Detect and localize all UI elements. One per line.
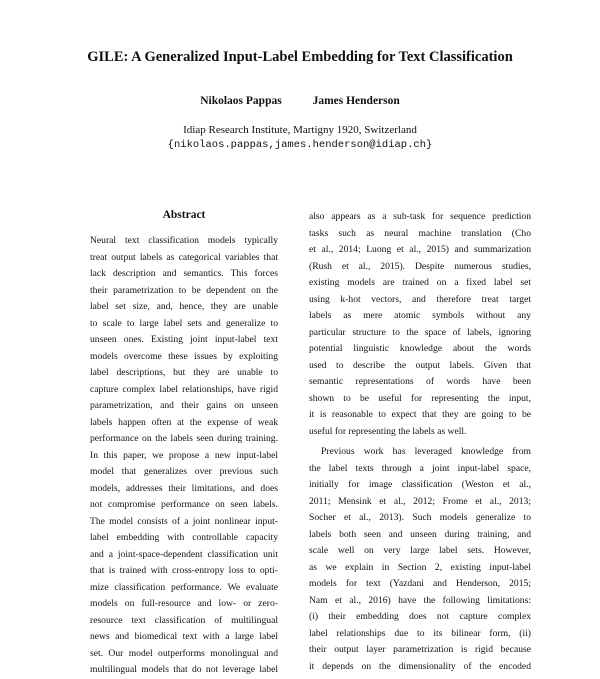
text-line: capture complex label relationships, have rigid	[90, 383, 278, 395]
text-line: models for text (Yazdani and Henderson, 2015;	[309, 578, 531, 589]
text-line: as we explain in Section 2, existing input-label	[309, 561, 531, 573]
text-line: resource text classification of multilingual	[90, 614, 278, 626]
text-line: news and biomedical text with a large label	[90, 631, 278, 642]
text-line: labels as mere atomic symbols without any	[309, 310, 531, 321]
text-line: particular structure to the space of labels, ignoring	[309, 326, 531, 338]
text-line: (Rush et al., 2015). Despite numerous studies,	[309, 260, 531, 272]
text-line: the label texts through a joint input-label space,	[309, 462, 531, 474]
abstract-text	[90, 233, 278, 679]
text-line: models on full-resource and low- or zero-	[90, 598, 278, 609]
text-line: labels both seen and unseen during training, and	[309, 528, 531, 540]
text-line: lack description and semantics. This forces	[90, 268, 278, 279]
text-line: and a joint-space-dependent classification unit	[90, 548, 278, 560]
text-line: shown to be useful for representing the input,	[309, 392, 531, 404]
text-line: that is trained with cross-entropy loss to opti-	[90, 565, 278, 576]
text-line: In this paper, we propose a new input-label	[90, 449, 278, 461]
text-line: label set size, and, hence, they are unable	[90, 301, 278, 312]
text-line: mize classification performance. We evaluate	[90, 581, 278, 593]
text-line: tasks such as neural machine translation (Cho	[309, 227, 531, 239]
text-line: semantic representations of words have been	[309, 376, 531, 387]
text-line: not compromise performance on seen labels.	[90, 499, 278, 510]
text-line: models overcome these issues by exploiting	[90, 350, 278, 362]
text-line: potential linguistic knowledge about the words	[309, 343, 531, 354]
abstract-heading: Abstract	[162, 209, 206, 221]
text-line: models, addresses their limitations, and does	[90, 482, 278, 494]
text-line: using k-hot vectors, and therefore treat target	[309, 293, 531, 305]
text-line: to scale to large label sets and generalize to	[90, 317, 278, 329]
text-line: useful for representing the labels as well.	[309, 425, 467, 437]
text-line: their output layer parametrization is rigid because	[309, 644, 531, 655]
text-line: 2011; Mensink et al., 2012; Frome et al., 2013;	[309, 495, 531, 507]
text-line: et al., 2014; Luong et al., 2015) and summarization	[309, 244, 531, 255]
text-line: initially for image classification (Weston et al.,	[309, 479, 531, 490]
text-line: Socher et al., 2013). Such models generalize to	[309, 512, 531, 523]
text-line: Neural text classification models typically	[90, 235, 278, 246]
text-line: Previous work has leveraged knowledge from	[321, 446, 531, 457]
text-line: their parametrization to be dependent on the	[90, 284, 278, 296]
author-name: Nikolaos Pappas	[200, 95, 282, 107]
text-line: The model consists of a joint nonlinear input-	[90, 515, 278, 527]
text-line: label descriptions, but they are unable to	[90, 367, 278, 378]
text-line: labels happen often at the expense of weak	[90, 416, 278, 428]
intro-paragraph	[309, 444, 531, 675]
affiliation: Idiap Research Institute, Martigny 1920, Switzerland	[183, 124, 417, 136]
text-line: performance on the labels seen during training.	[90, 433, 278, 444]
author-name: James Henderson	[312, 95, 400, 107]
author-email: {nikolaos.pappas,james.henderson@idiap.ch}	[167, 139, 433, 151]
paper-title: GILE: A Generalized Input-Label Embedding for Text Classification	[87, 49, 513, 65]
text-line: it is reasonable to expect that they are going to be	[309, 409, 531, 420]
text-line: (i) their embedding does not capture complex	[309, 611, 531, 622]
text-line: unseen ones. Existing joint input-label text	[90, 334, 278, 345]
text-line: existing models are trained on a fixed label set	[309, 277, 531, 288]
text-line: scale well on very large label sets. However,	[309, 545, 531, 556]
text-line: label embedding with controllable capacity	[90, 532, 278, 543]
text-line: it depends on the dimensionality of the encoded	[309, 660, 531, 672]
author-list	[0, 95, 600, 107]
text-line: treat output labels as categorical variables that	[90, 251, 278, 263]
intro-paragraph	[309, 209, 531, 440]
text-line: set. Our model outperforms monolingual and	[90, 647, 278, 659]
text-line: parametrization, and their gains on unseen	[90, 400, 278, 411]
text-line: label relationships due to its bilinear form, (ii)	[309, 627, 531, 639]
intro-text	[309, 209, 531, 675]
text-line: used to describe the output labels. Given that	[309, 359, 531, 371]
text-line: also appears as a sub-task for sequence prediction	[309, 211, 531, 222]
text-line: multilingual models that do not leverage label	[90, 664, 278, 675]
text-line: model that generalizes over previous such	[90, 466, 278, 477]
text-line: Nam et al., 2016) have the following limitations:	[309, 594, 531, 606]
